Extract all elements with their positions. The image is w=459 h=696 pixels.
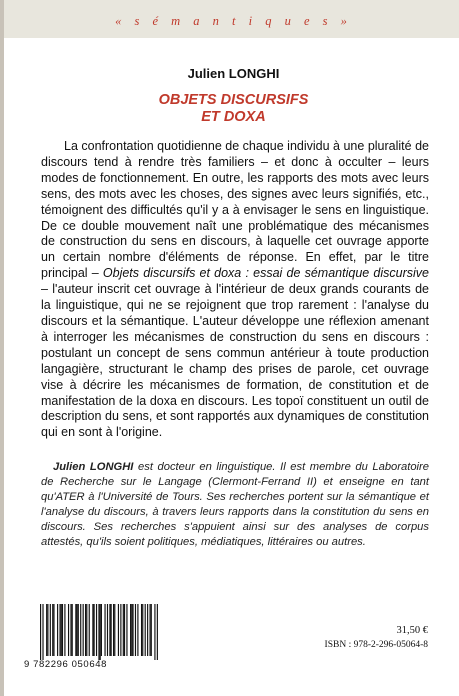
barcode-bar <box>80 604 81 656</box>
price: 31,50 € <box>396 625 428 636</box>
barcode-bar <box>118 604 119 656</box>
barcode-bar <box>114 604 115 656</box>
summary-text-part-1: La confrontation quotidienne de chaque individu à une pluralité de discours tend à rendre très familiers – et donc à occulter – leurs modes de fonctionnement. En outre, les rapports des mots avec leurs sens, des mots avec les choses, des signes avec leurs signifiés, etc., témoignent des difficultés qu'il y a à envisager le sens en linguistique. De ce double mouvement naît une problématique des mécanismes de construction du sens en discours, à laquelle cet ouvrage apporte un certain nombre d'éléments de réponse. En effet, par le titre principal – <box>41 139 429 281</box>
barcode-bar <box>94 604 95 656</box>
barcode-bar <box>86 604 87 656</box>
author-bio <box>41 460 429 550</box>
barcode-bar <box>120 604 121 656</box>
barcode-bar <box>83 604 84 656</box>
bio-paragraph <box>41 460 429 550</box>
barcode-bar <box>98 604 99 660</box>
barcode-bar <box>135 604 136 656</box>
bio-text: est docteur en linguistique. Il est membre du Laboratoire de Recherche sur le Langage (Clermont-Ferrand II) et enseigne en tant qu'ATER à l'Université de Tours. Ses recherches portent sur la sémantique et l'analyse du discours, à travers leurs rapports dans la constitution du sens en discours. Ses recherches s'appuient ainsi sur des analyses de corpus attestés, qu'ils soient politiques, médiatiques, littéraires ou autres. <box>41 461 429 548</box>
barcode-bar <box>126 604 127 656</box>
barcode-bar <box>68 604 69 656</box>
barcode-bar <box>145 604 146 656</box>
barcode-bar <box>72 604 73 656</box>
barcode-bar <box>141 604 142 656</box>
barcode-bar <box>52 604 53 656</box>
bio-author-name: Julien LONGHI <box>53 461 134 473</box>
barcode-bar <box>137 604 138 656</box>
barcode-bar <box>64 604 65 656</box>
barcode-bar <box>89 604 90 656</box>
barcode-bar <box>101 604 102 656</box>
barcode-bar <box>142 604 143 656</box>
isbn: ISBN : 978-2-296-05064-8 <box>324 640 428 650</box>
barcode-bar <box>47 604 48 656</box>
barcode-bar <box>40 604 41 660</box>
barcode-bar <box>50 604 51 656</box>
summary-italic-title: Objets discursifs et doxa : essai de sémantique discursive <box>102 266 429 281</box>
book-title-line-2: ET DOXA <box>201 109 266 125</box>
barcode-bar <box>131 604 132 656</box>
barcode-bar <box>42 604 43 660</box>
barcode-bar <box>124 604 125 656</box>
barcode-bar <box>113 604 114 656</box>
barcode-bar <box>147 604 148 656</box>
barcode-bar <box>53 604 54 656</box>
barcode-bar <box>154 604 155 660</box>
barcode-bar <box>109 604 110 656</box>
barcode-bar <box>111 604 112 656</box>
barcode-digits: 9 782296 050648 <box>24 659 107 670</box>
barcode-bar <box>107 604 108 656</box>
series-label: « s é m a n t i q u e s » <box>115 14 352 28</box>
barcode-bar <box>149 604 150 656</box>
barcode-bar <box>123 604 124 656</box>
barcode <box>40 604 158 660</box>
barcode-bar <box>85 604 86 656</box>
barcode-bar <box>104 604 105 656</box>
barcode-bar <box>75 604 76 656</box>
summary-paragraph <box>41 139 429 441</box>
barcode-bar <box>78 604 79 656</box>
barcode-bar <box>157 604 158 660</box>
barcode-bar <box>132 604 133 656</box>
book-title-line-1: OBJETS DISCURSIFS <box>158 92 309 108</box>
summary-text-part-2: – l'auteur inscrit cet ouvrage à l'intérieur de deux grands courants de la linguistique, qui ne se rejoignent que trop rarement : l'analyse du discours et la sémantique. L'auteur développe une réflexion amenant à interroger les mécanismes de construction du sens en discours : postulant un concept de sens commun antérieur à toute production langagière, structurant le champ des prises de parole, cet ouvrage vise à décrire les mécanismes de formation, de constitution et de manifestation de la doxa en discours. Les topoï constituent un outil de description du sens, et sont rapportés aux dynamiques de constitution qui en sont à l'origine. <box>41 282 429 440</box>
barcode-bar <box>130 604 131 656</box>
barcode-bar <box>59 604 60 656</box>
book-title <box>4 92 459 126</box>
barcode-bar <box>70 604 71 656</box>
barcode-bar <box>76 604 77 656</box>
book-summary <box>41 139 429 441</box>
barcode-bar <box>100 604 101 660</box>
barcode-bar <box>62 604 63 656</box>
author-name: Julien LONGHI <box>187 66 280 81</box>
barcode-bar <box>96 604 97 656</box>
barcode-bar <box>46 604 47 656</box>
barcode-bar <box>61 604 62 656</box>
barcode-bar <box>92 604 93 656</box>
barcode-bar <box>151 604 152 656</box>
barcode-bar <box>57 604 58 656</box>
